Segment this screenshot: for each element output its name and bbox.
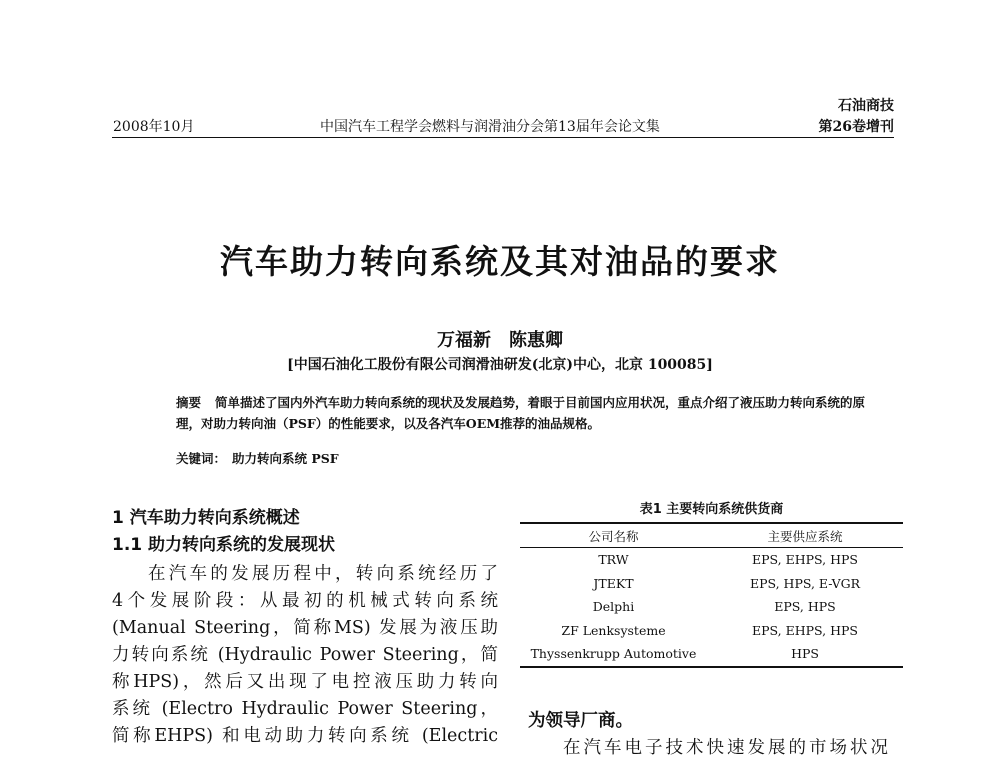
abstract [176, 392, 866, 434]
body-line: 力转向系统 (Hydraulic Power Steering，简 [112, 645, 498, 665]
table-cell: Delphi [592, 599, 635, 615]
keywords-text: 助力转向系统 PSF [232, 451, 339, 466]
keywords [176, 449, 339, 467]
header-volume: 第26卷增刊 [818, 119, 894, 135]
table-row [520, 595, 903, 619]
column-header-company: 公司名称 [588, 528, 639, 544]
body-line: 称HPS)，然后又出现了电控液压助力转向 [112, 672, 498, 692]
keywords-label: 关键词： [176, 451, 227, 466]
header-proceedings-title: 中国汽车工程学会燃料与润滑油分会第13届年会论文集 [320, 119, 660, 135]
table-cell: JTEKT [593, 575, 634, 591]
table-cell: EPS, HPS, E-VGR [749, 575, 861, 591]
abstract-label: 摘要 [176, 395, 202, 410]
body-line-right: 为领导厂商。 [528, 711, 633, 731]
table-row [520, 572, 903, 596]
header-journal [819, 96, 894, 138]
table-cell: HPS [791, 646, 819, 662]
table-row [520, 548, 903, 572]
table-header-row [520, 523, 903, 548]
body-line: 4个发展阶段：从最初的机械式转向系统 [112, 591, 498, 611]
header-rule [112, 137, 894, 138]
section-heading: 1 汽车助力转向系统概述 [112, 508, 300, 528]
table-cell: ZF Lenksysteme [561, 622, 666, 638]
header-date: 2008年10月 [113, 119, 195, 135]
paper-title: 汽车助力转向系统及其对油品的要求 [220, 242, 780, 281]
table-row [520, 619, 903, 643]
body-line: 在汽车的发展历程中，转向系统经历了 [148, 564, 498, 584]
table-cell: TRW [598, 552, 629, 568]
table-cell: EPS, EHPS, HPS [752, 552, 858, 568]
supplier-table [520, 522, 903, 668]
author-name: 万福新 [437, 330, 491, 351]
body-line: 系统 (Electro Hydraulic Power Steering， [112, 699, 498, 719]
table-caption: 表1 主要转向系统供货商 [639, 502, 784, 517]
table-row [520, 642, 903, 667]
body-text-left [112, 561, 498, 750]
body-line-right: 在汽车电子技术快速发展的市场状况 [563, 738, 891, 758]
body-line: (Manual Steering，简称MS) 发展为液压助 [112, 618, 498, 638]
table-cell: EPS, EHPS, HPS [752, 622, 858, 638]
affiliation: [中国石油化工股份有限公司润滑油研发(北京)中心，北京 100085] [287, 357, 713, 373]
header-journal-name: 石油商技 [838, 98, 894, 114]
table-cell: EPS, HPS [774, 599, 836, 615]
author-list [0, 326, 1000, 352]
author-name: 陈惠卿 [509, 330, 563, 351]
abstract-text: 简单描述了国内外汽车助力转向系统的现状及发展趋势，着眼于目前国内应用状况，重点介绍了液压助力转向系统的原理，对助力转向油（PSF）的性能要求，以及各汽车OEM推荐的油品规格。 [176, 395, 866, 431]
column-header-systems: 主要供应系统 [767, 528, 843, 544]
subsection-heading: 1.1 助力转向系统的发展现状 [112, 535, 336, 555]
body-line: 简称EHPS) 和电动助力转向系统 (Electric [112, 726, 498, 746]
table-cell: Thyssenkrupp Automotive [530, 646, 697, 662]
